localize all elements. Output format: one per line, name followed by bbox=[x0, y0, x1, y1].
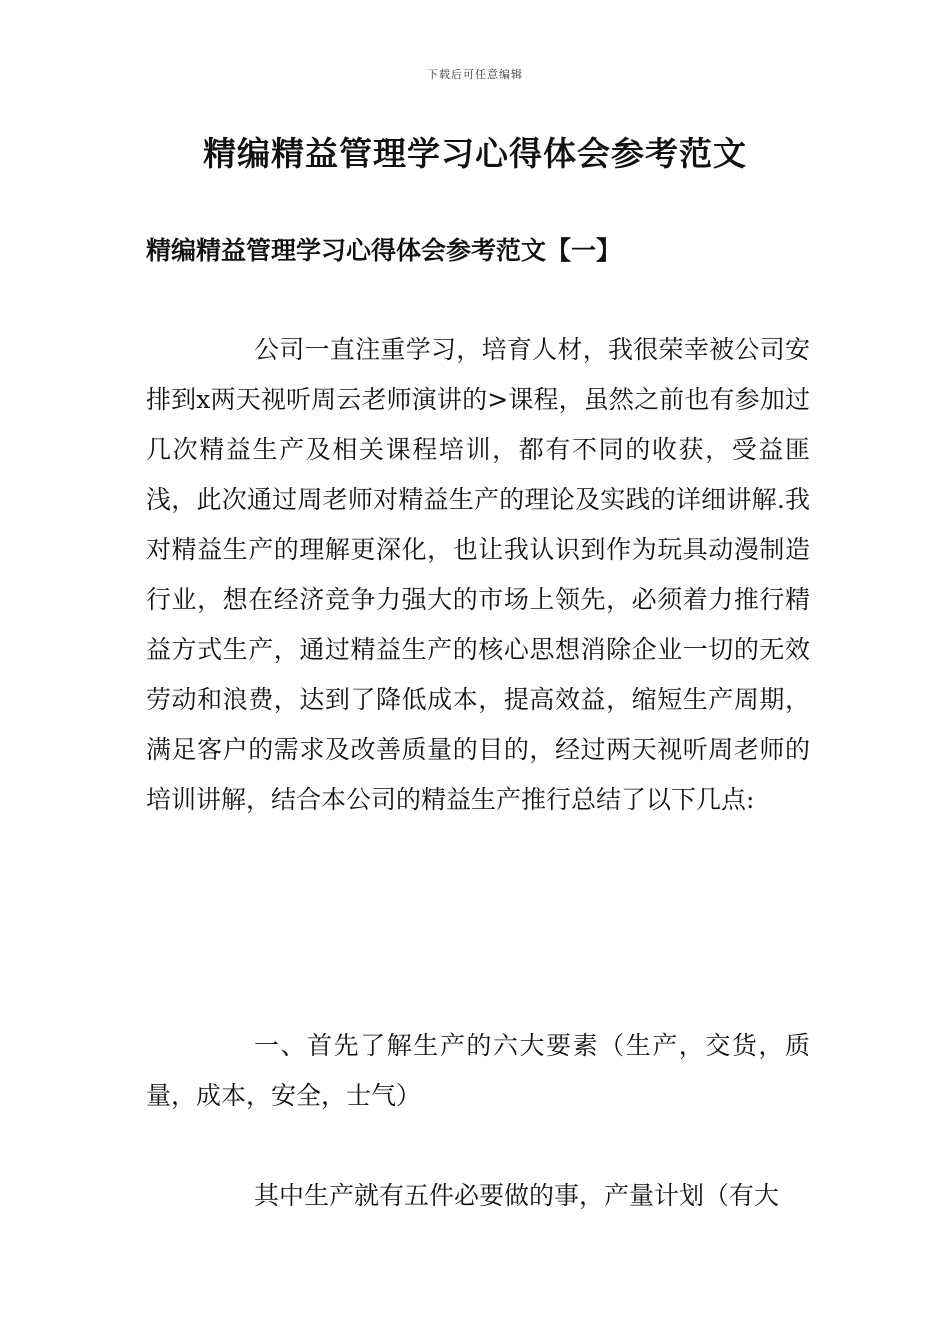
header-note: 下载后可任意编辑 bbox=[427, 68, 523, 81]
paragraph-six-elements: 一、首先了解生产的六大要素（生产，交货，质量，成本，安全，士气） bbox=[146, 1031, 810, 1110]
section-heading: 精编精益管理学习心得体会参考范文【一】 bbox=[146, 236, 622, 265]
paragraph-intro: 公司一直注重学习，培育人材，我很荣幸被公司安排到x两天视听周云老师演讲的>课程，虽然之前也有参加过几次精益生产及相关课程培训，都有不同的收获，受益匪浅，此次通过周老师对精益生产的理论及实践的详细讲解.我对精益生产的理解更深化，也让我认识到作为玩具动漫制造行业，想在经济竞争力强大的市场上领先，必须着力推行精益方式生产，通过精益生产的核心思想消除企业一切的无效劳动和浪费，达到了降低成本，提高效益，缩短生产周期，满足客户的需求及改善质量的目的，经过两天视听周老师的培训讲解，结合本公司的精益生产推行总结了以下几点: bbox=[146, 335, 810, 814]
document-title: 精编精益管理学习心得体会参考范文 bbox=[203, 134, 747, 173]
paragraph-production-tasks: 其中生产就有五件必要做的事，产量计划（有大 bbox=[254, 1181, 780, 1210]
